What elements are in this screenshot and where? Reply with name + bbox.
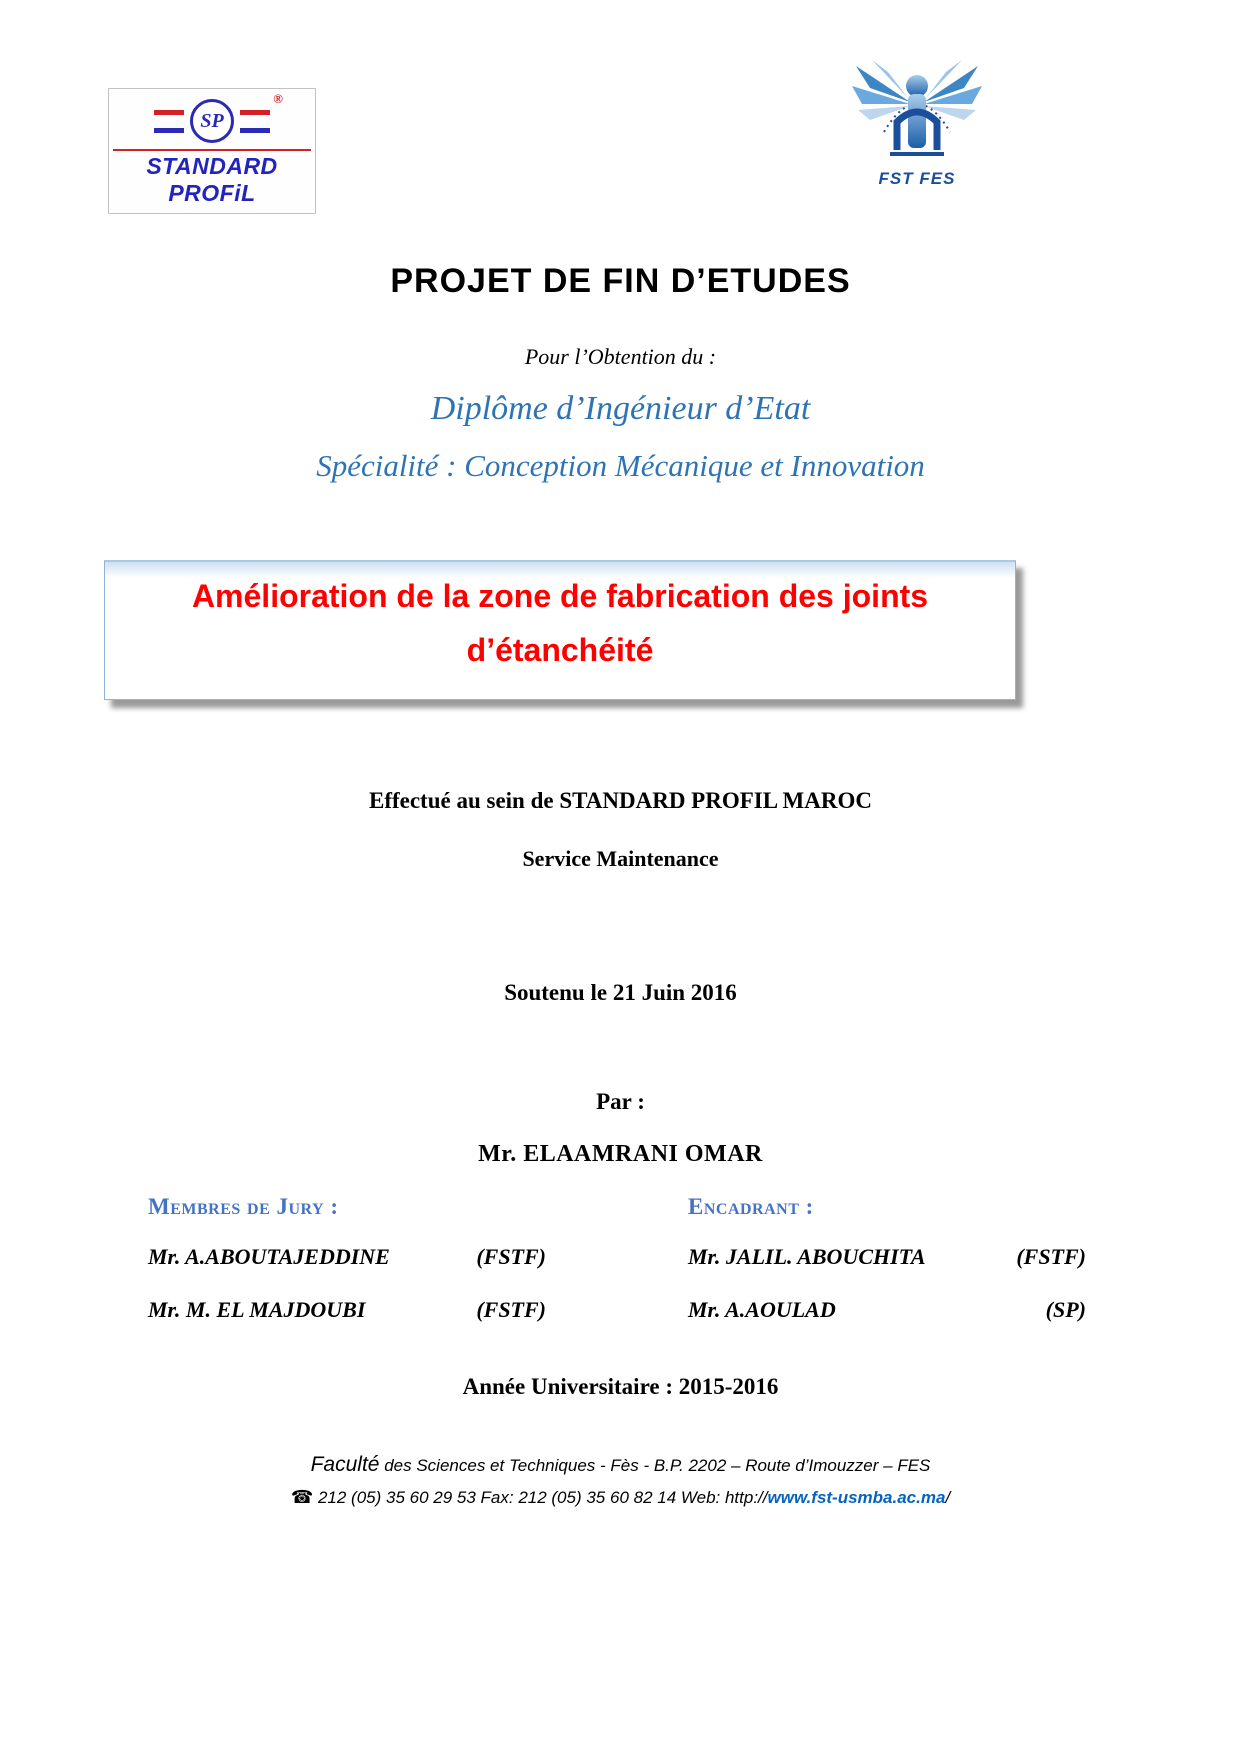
jury-members-heading: Membres de Jury :: [148, 1194, 339, 1219]
standard-profil-logo: [108, 88, 316, 214]
fst-fes-logo: [850, 58, 984, 189]
diploma-line: Diplôme d’Ingénieur d’Etat: [430, 390, 811, 427]
jury-members-column: [148, 1194, 548, 1350]
subject-line-1: Amélioration de la zone de fabrication des joints: [191, 578, 929, 614]
jury-member-affiliation: (FSTF): [476, 1244, 546, 1269]
supervisor-affiliation: (SP): [1045, 1297, 1086, 1322]
supervisors-column: [688, 1194, 1088, 1350]
contact-info: 212 (05) 35 60 29 53 Fax: 212 (05) 35 60 82 14 Web: http://: [313, 1487, 768, 1507]
host-department-line: Service Maintenance: [522, 846, 719, 871]
jury-member-row: [148, 1297, 548, 1323]
supervisor-name: Mr. A.AOULAD: [688, 1297, 836, 1322]
par-label: Par :: [596, 1089, 645, 1114]
document-title: PROJET DE FIN D’ETUDES: [390, 262, 851, 300]
speciality-line: Spécialité : Conception Mécanique et Innovation: [316, 448, 925, 483]
supervisor-row: [688, 1244, 1088, 1270]
host-company-line: Effectué au sein de STANDARD PROFIL MAROC: [368, 788, 872, 813]
subject-title-box: [104, 560, 1016, 700]
phone-icon: ☎: [290, 1486, 314, 1507]
supervisor-affiliation: (FSTF): [1016, 1244, 1086, 1269]
footer: [0, 1448, 1241, 1512]
fst-emblem-icon: [850, 58, 984, 164]
supervisors-heading: Encadrant :: [688, 1194, 814, 1219]
jury-member-affiliation: (FSTF): [476, 1297, 546, 1322]
jury-member-name: Mr. A.ABOUTAJEDDINE: [148, 1244, 390, 1269]
jury-member-name: Mr. M. EL MAJDOUBI: [148, 1297, 366, 1322]
jury-member-row: [148, 1244, 548, 1270]
supervisor-name: Mr. JALIL. ABOUCHITA: [688, 1244, 926, 1269]
fst-caption: FST FES: [878, 169, 956, 188]
registered-mark: ®: [273, 91, 283, 106]
faculty-address-line: [0, 1448, 1241, 1483]
obtention-line: Pour l’Obtention du :: [524, 344, 717, 369]
supervisor-row: [688, 1297, 1088, 1323]
author-name: Mr. ELAAMRANI OMAR: [478, 1141, 763, 1167]
faculty-address: des Sciences et Techniques - Fès - B.P. 2202 – Route d’Imouzzer – FES: [379, 1456, 931, 1475]
sp-bar-right-icon: [240, 110, 270, 133]
standard-profil-wordmark: STANDARD PROFiL: [113, 149, 311, 207]
academic-year-line: Année Universitaire : 2015-2016: [462, 1374, 779, 1399]
sp-bar-left-icon: [154, 110, 184, 133]
sp-monogram-text: SP: [200, 109, 224, 132]
website-link[interactable]: www.fst-usmba.ac.ma: [767, 1487, 946, 1507]
contact-line: [0, 1483, 1241, 1513]
defense-date-line: Soutenu le 21 Juin 2016: [504, 980, 737, 1005]
sp-emblem: [113, 91, 311, 145]
subject-line-2: d’étanchéité: [466, 632, 654, 668]
contact-suffix: /: [945, 1487, 951, 1507]
faculty-name: Faculté: [310, 1453, 380, 1476]
sp-monogram-icon: [190, 99, 234, 143]
